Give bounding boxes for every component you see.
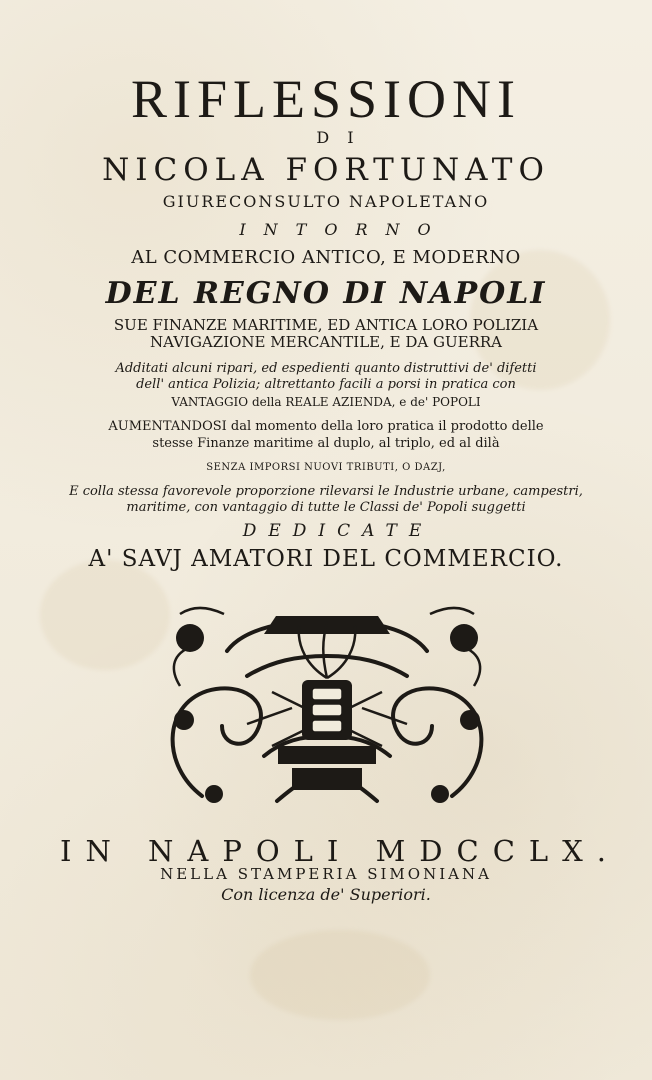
paper-stain — [40, 560, 170, 670]
kingdom-line: DEL REGNO DI NAPOLI — [105, 276, 547, 311]
increase-line-2: stesse Finanze maritime al duplo, al triplo, ed al dilà — [152, 436, 500, 451]
title-connector-intorno: INTORNO — [239, 220, 449, 239]
industry-line-1: E colla stessa favorevole proporzione rilevarsi le Industrie urbane, campestri, — [69, 484, 583, 499]
printer-name: NELLA STAMPERIA SIMONIANA — [160, 865, 492, 883]
finance-line-2: NAVIGAZIONE MERCANTILE, E DA GUERRA — [149, 333, 503, 351]
remedy-line-2: dell' antica Polizia; altrettanto facili a porsi in pratica con — [136, 377, 516, 392]
imprint-place: IN NAPOLI MDCCLX. — [59, 834, 621, 868]
no-tax-line: SENZA IMPORSI NUOVI TRIBUTI, O DAZJ, — [206, 462, 446, 473]
finance-line-1: SUE FINANZE MARITIME, ED ANTICA LORO POLIZIA — [113, 316, 539, 334]
industry-line-2: maritime, con vantaggio di tutte le Classi de' Popoli suggetti — [126, 500, 526, 515]
book-title: RIFLESSIONI — [130, 69, 522, 129]
ornamental-vignette — [152, 596, 502, 816]
increase-line-1: AUMENTANDOSI dal momento della loro pratica il prodotto delle — [108, 419, 544, 434]
remedy-line-1: Additati alcuni ripari, ed espedienti quanto distruttivi de' difetti — [115, 361, 537, 376]
paper-stain — [250, 930, 430, 1020]
license-line: Con licenza de' Superiori. — [221, 885, 431, 904]
dedicatees: A' SAVJ AMATORI DEL COMMERCIO. — [88, 546, 564, 572]
dedication-word: DEDICATE — [242, 521, 434, 541]
subject-line: AL COMMERCIO ANTICO, E MODERNO — [131, 247, 521, 268]
remedy-line-3: VANTAGGIO della REALE AZIENDA, e de' POPOLI — [171, 395, 481, 409]
author-name: NICOLA FORTUNATO — [102, 152, 550, 188]
author-title: GIURECONSULTO NAPOLETANO — [162, 192, 490, 211]
title-connector-di: DI — [316, 128, 372, 147]
